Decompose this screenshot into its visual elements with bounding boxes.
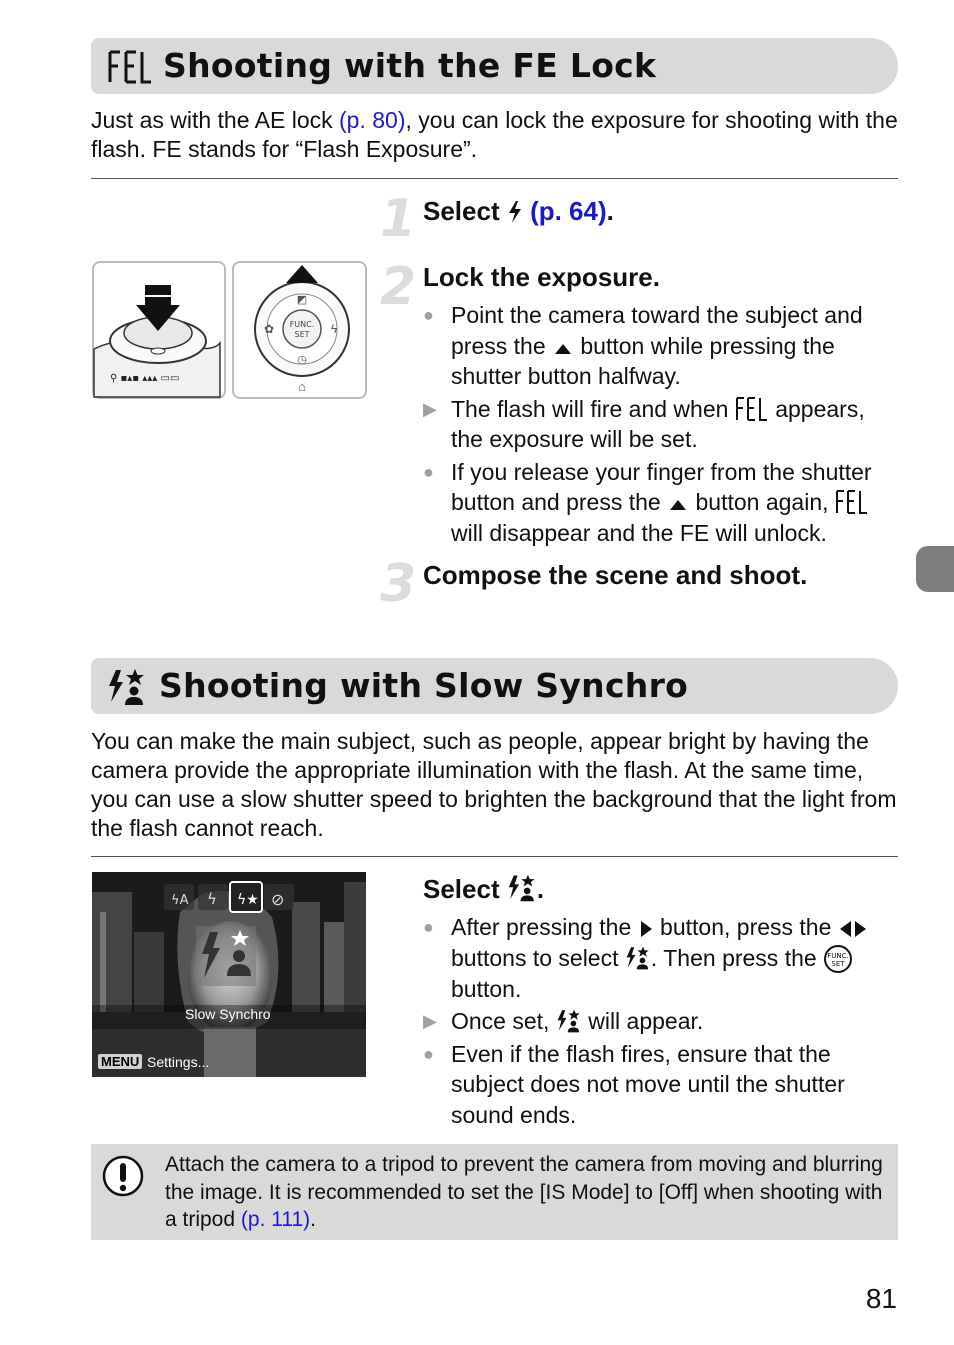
step-number: 3 [380,554,417,614]
camera-screen-image [92,872,366,1077]
flash-icon [507,200,523,224]
svg-text:◩: ◩ [296,294,308,306]
svg-text:✿: ✿ [263,322,275,336]
slow-synchro-intro: You can make the main subject, such as people, appear bright by having the camera provide the appropriate illumination with the flash. At the same time, you can use a slow shutter speed to brighten the background that the light from the flash cannot reach. [91,728,897,841]
caution-note [91,1144,898,1240]
result-triangle-icon: ▶ [423,1011,437,1031]
section-header-slow-synchro [91,658,898,714]
fe-lock-icon [107,50,153,84]
up-arrow-button-icon [667,496,689,514]
svg-text:ϟ: ϟ [207,890,217,908]
func-set-button-icon [823,944,853,974]
list-item: ● If you release your finger from the shutter button and press the button again, will disappear and the FE will unlock. [423,458,872,546]
divider [91,856,898,857]
slow-synchro-bullets [423,912,898,1132]
svg-text:⊘: ⊘ [271,890,285,909]
list-item: ● Even if the flash fires, ensure that the subject does not move until the shutter sound ends. [423,1040,845,1128]
bullet-circle-icon: ● [423,305,434,325]
svg-text:FUNC.: FUNC. [289,320,315,329]
page-link[interactable]: (p. 111) [240,1208,311,1231]
result-triangle-icon: ▶ [423,398,437,419]
up-arrow-button-icon [552,340,574,358]
step-number: 2 [380,257,417,317]
bullet-circle-icon: ● [423,1043,434,1064]
bullet-circle-icon: ● [423,917,434,937]
step-number: 1 [380,189,417,249]
menu-key-icon: MENU [98,1054,142,1069]
section-title: Shooting with the FE Lock [163,46,657,85]
left-right-arrow-buttons-icon [838,919,868,939]
list-item: ▶ Once set, will appear. [423,1008,704,1034]
svg-text:ϟ★: ϟ★ [237,892,259,908]
fe-lock-icon [835,490,869,514]
step-title-lock-exposure: Lock the exposure. [423,262,660,292]
step-title-select-slow-synchro: Select . [423,874,545,904]
svg-text:⚲ ▪▴▪ ▴▴▴ ▭▭: ⚲ ▪▴▪ ▴▴▴ ▭▭ [110,373,180,384]
control-dial-illustration [232,261,367,399]
svg-text:◷: ◷ [297,354,307,366]
svg-text:SET: SET [831,959,845,968]
note-text: Attach the camera to a tripod to prevent the camera from moving and blurring the image. It is recommended to set the [IS Mode] to [Off] when shooting with a tripod (p. 111). [165,1153,883,1231]
slow-synchro-icon [107,668,147,706]
chapter-tab [916,546,954,592]
list-item: ● After pressing the button, press the buttons to select . Then press the FUNC. SET button. [423,912,898,1004]
screen-mode-label: Slow Synchro [185,1006,271,1022]
list-item: ▶ The flash will fire and when appears, the exposure will be set. [423,395,865,452]
caution-icon [102,1155,144,1197]
bullet-circle-icon: ● [423,461,434,482]
svg-text:⌂: ⌂ [298,379,306,394]
shutter-button-illustration [92,261,226,399]
fe-lock-bullets [423,300,898,550]
list-item: ● Point the camera toward the subject and press the button while pressing the shutter button halfway. [423,302,863,389]
page-number: 81 [865,1283,897,1314]
svg-text:ϟ: ϟ [330,322,338,336]
svg-text:SET: SET [294,330,310,339]
slow-synchro-icon [507,874,537,902]
section-header-fe-lock [91,38,898,94]
fe-lock-intro: Just as with the AE lock (p. 80), you can lock the exposure for shooting with the flash. FE stands for “Flash Exposure”. [91,107,898,162]
svg-text:FUNC.: FUNC. [827,951,849,960]
slow-synchro-icon [556,1009,582,1033]
right-arrow-button-icon [638,919,654,939]
slow-synchro-icon [625,946,651,970]
svg-text:ϟA: ϟA [171,893,189,908]
page-link[interactable]: (p. 64) [530,196,607,226]
divider [91,178,898,179]
page-link[interactable]: (p. 80) [339,107,406,133]
fe-lock-icon [735,397,769,421]
night-scene-photo [92,872,366,1077]
step-title-compose: Compose the scene and shoot. [423,560,808,590]
step-title-select-flash: Select (p. 64). [423,196,614,226]
section-title: Shooting with Slow Synchro [159,666,689,705]
screen-menu-label: Settings... [147,1054,210,1070]
